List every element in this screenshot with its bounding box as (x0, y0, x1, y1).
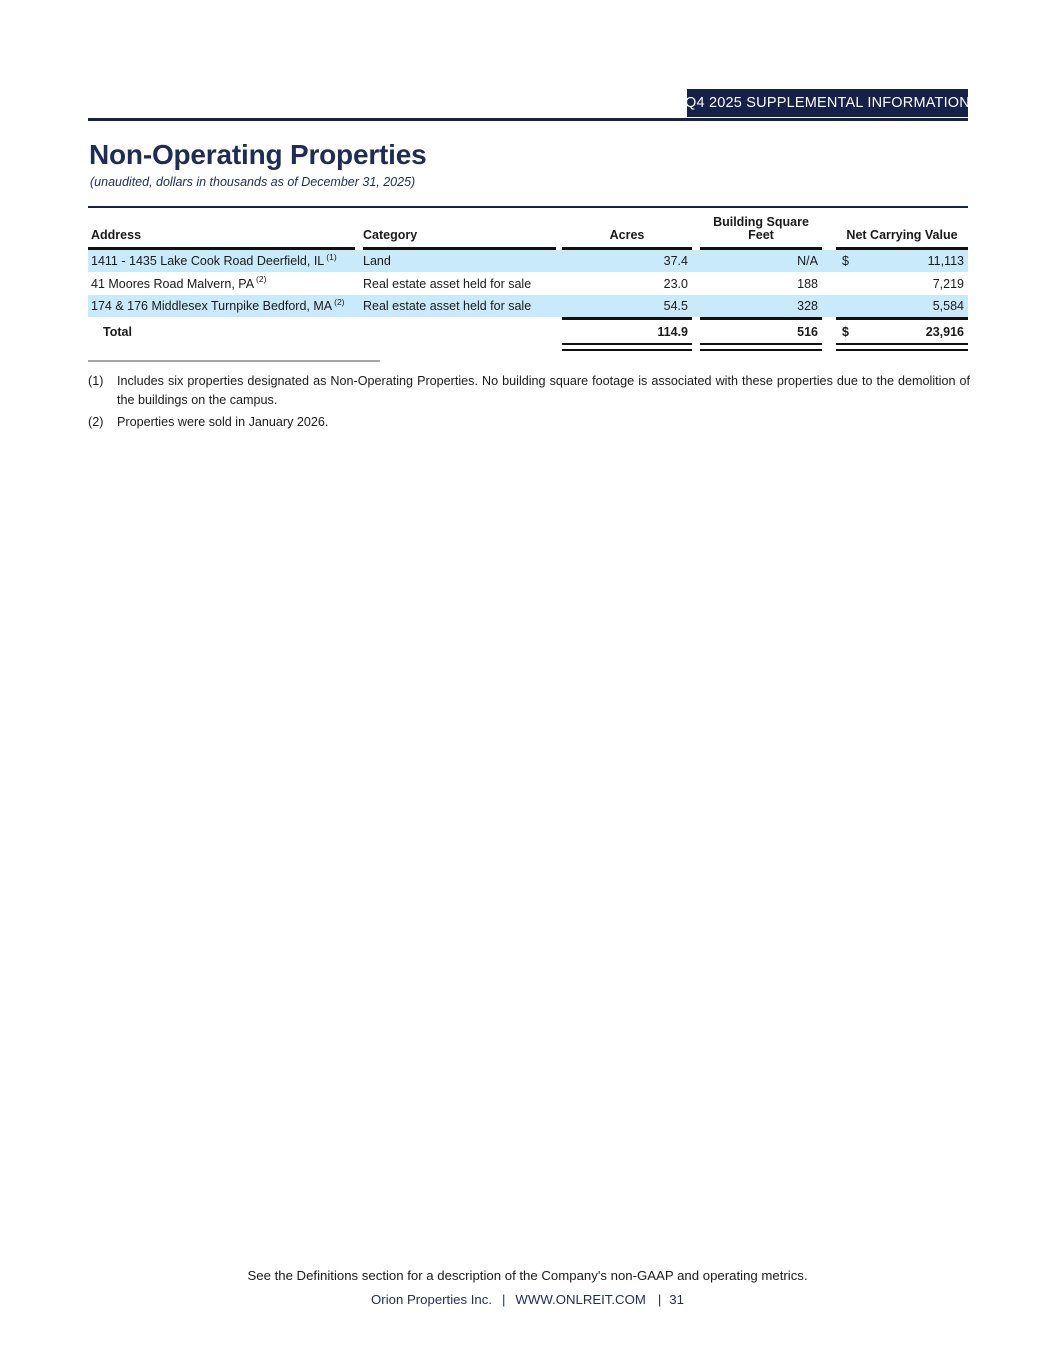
subtotal-rule (88, 317, 968, 320)
footer-website: WWW.ONLREIT.COM (515, 1292, 646, 1307)
footnote-2 (88, 413, 970, 432)
total-label: Total (103, 325, 132, 340)
footer-brand-line (0, 1292, 1055, 1307)
cell-building-square-feet: 188 (797, 276, 818, 291)
cell-acres: 23.0 (663, 276, 688, 291)
table-top-rule (88, 206, 968, 208)
cell-building-square-feet: N/A (797, 254, 818, 269)
column-header-category: Category (363, 210, 556, 250)
page-subtitle: (unaudited, dollars in thousands as of December 31, 2025) (90, 175, 416, 189)
address-text: 174 & 176 Middlesex Turnpike Bedford, MA (91, 298, 333, 313)
column-header-address: Address (88, 210, 355, 250)
table-row (88, 272, 968, 294)
footnote-marker: (1) (88, 374, 104, 388)
value-text: 23,916 (925, 325, 964, 340)
footer-separator: | (501, 1292, 506, 1307)
footer-company: Orion Properties Inc. (371, 1292, 492, 1307)
footnote-ref: (1) (326, 252, 337, 263)
footer-separator: | (657, 1292, 662, 1307)
footnote-ref: (2) (334, 296, 345, 307)
cell-address (88, 274, 355, 291)
column-header-net-carrying-value: Net Carrying Value (836, 210, 968, 250)
non-operating-properties-table (88, 206, 968, 351)
footnote-divider (88, 360, 380, 362)
footer-page-number: 31 (669, 1292, 684, 1307)
cell-category: Real estate asset held for sale (363, 276, 532, 291)
column-header-building-square-feet: Building Square Feet (700, 210, 822, 250)
cell-acres: 37.4 (663, 254, 688, 269)
currency-symbol: $ (842, 254, 849, 269)
footnote-1 (88, 372, 970, 410)
footnote-text: Properties were sold in January 2026. (117, 415, 329, 429)
cell-address (88, 296, 355, 313)
footnote-marker: (2) (88, 415, 104, 429)
address-text: 1411 - 1435 Lake Cook Road Deerfield, IL (91, 254, 325, 269)
cell-net-carrying-value (836, 254, 968, 268)
currency-symbol: $ (842, 325, 849, 340)
total-net-carrying-value (836, 325, 968, 339)
cell-net-carrying-value (836, 277, 968, 291)
footnote-ref: (2) (256, 274, 267, 285)
cell-acres: 54.5 (663, 298, 688, 313)
total-building-square-feet: 516 (797, 325, 818, 340)
page-title: Non-Operating Properties (89, 139, 427, 170)
cell-address (88, 254, 355, 268)
footer-definitions-note: See the Definitions section for a description of the Company's non-GAAP and operating metrics. (247, 1268, 808, 1283)
header-rule (88, 118, 968, 121)
table-total-row (88, 322, 968, 342)
value-text: 5,584 (932, 298, 964, 313)
value-text: 7,219 (932, 276, 964, 291)
total-acres: 114.9 (657, 325, 688, 340)
cell-category: Real estate asset held for sale (363, 298, 532, 313)
column-header-acres: Acres (562, 210, 692, 250)
table-header-row (88, 210, 968, 250)
value-text: 11,113 (927, 254, 964, 269)
total-double-rule (88, 343, 968, 351)
footnote-text: Includes six properties designated as Non-Operating Properties. No building square footage is associated with these properties due to the demolition of the buildings on the campus. (117, 374, 970, 407)
cell-net-carrying-value (836, 299, 968, 313)
table-row (88, 295, 968, 317)
cell-building-square-feet: 328 (797, 298, 818, 313)
table-row (88, 250, 968, 272)
cell-category: Land (363, 254, 391, 269)
header-banner: Q4 2025 SUPPLEMENTAL INFORMATION (687, 89, 968, 117)
address-text: 41 Moores Road Malvern, PA (91, 276, 255, 291)
